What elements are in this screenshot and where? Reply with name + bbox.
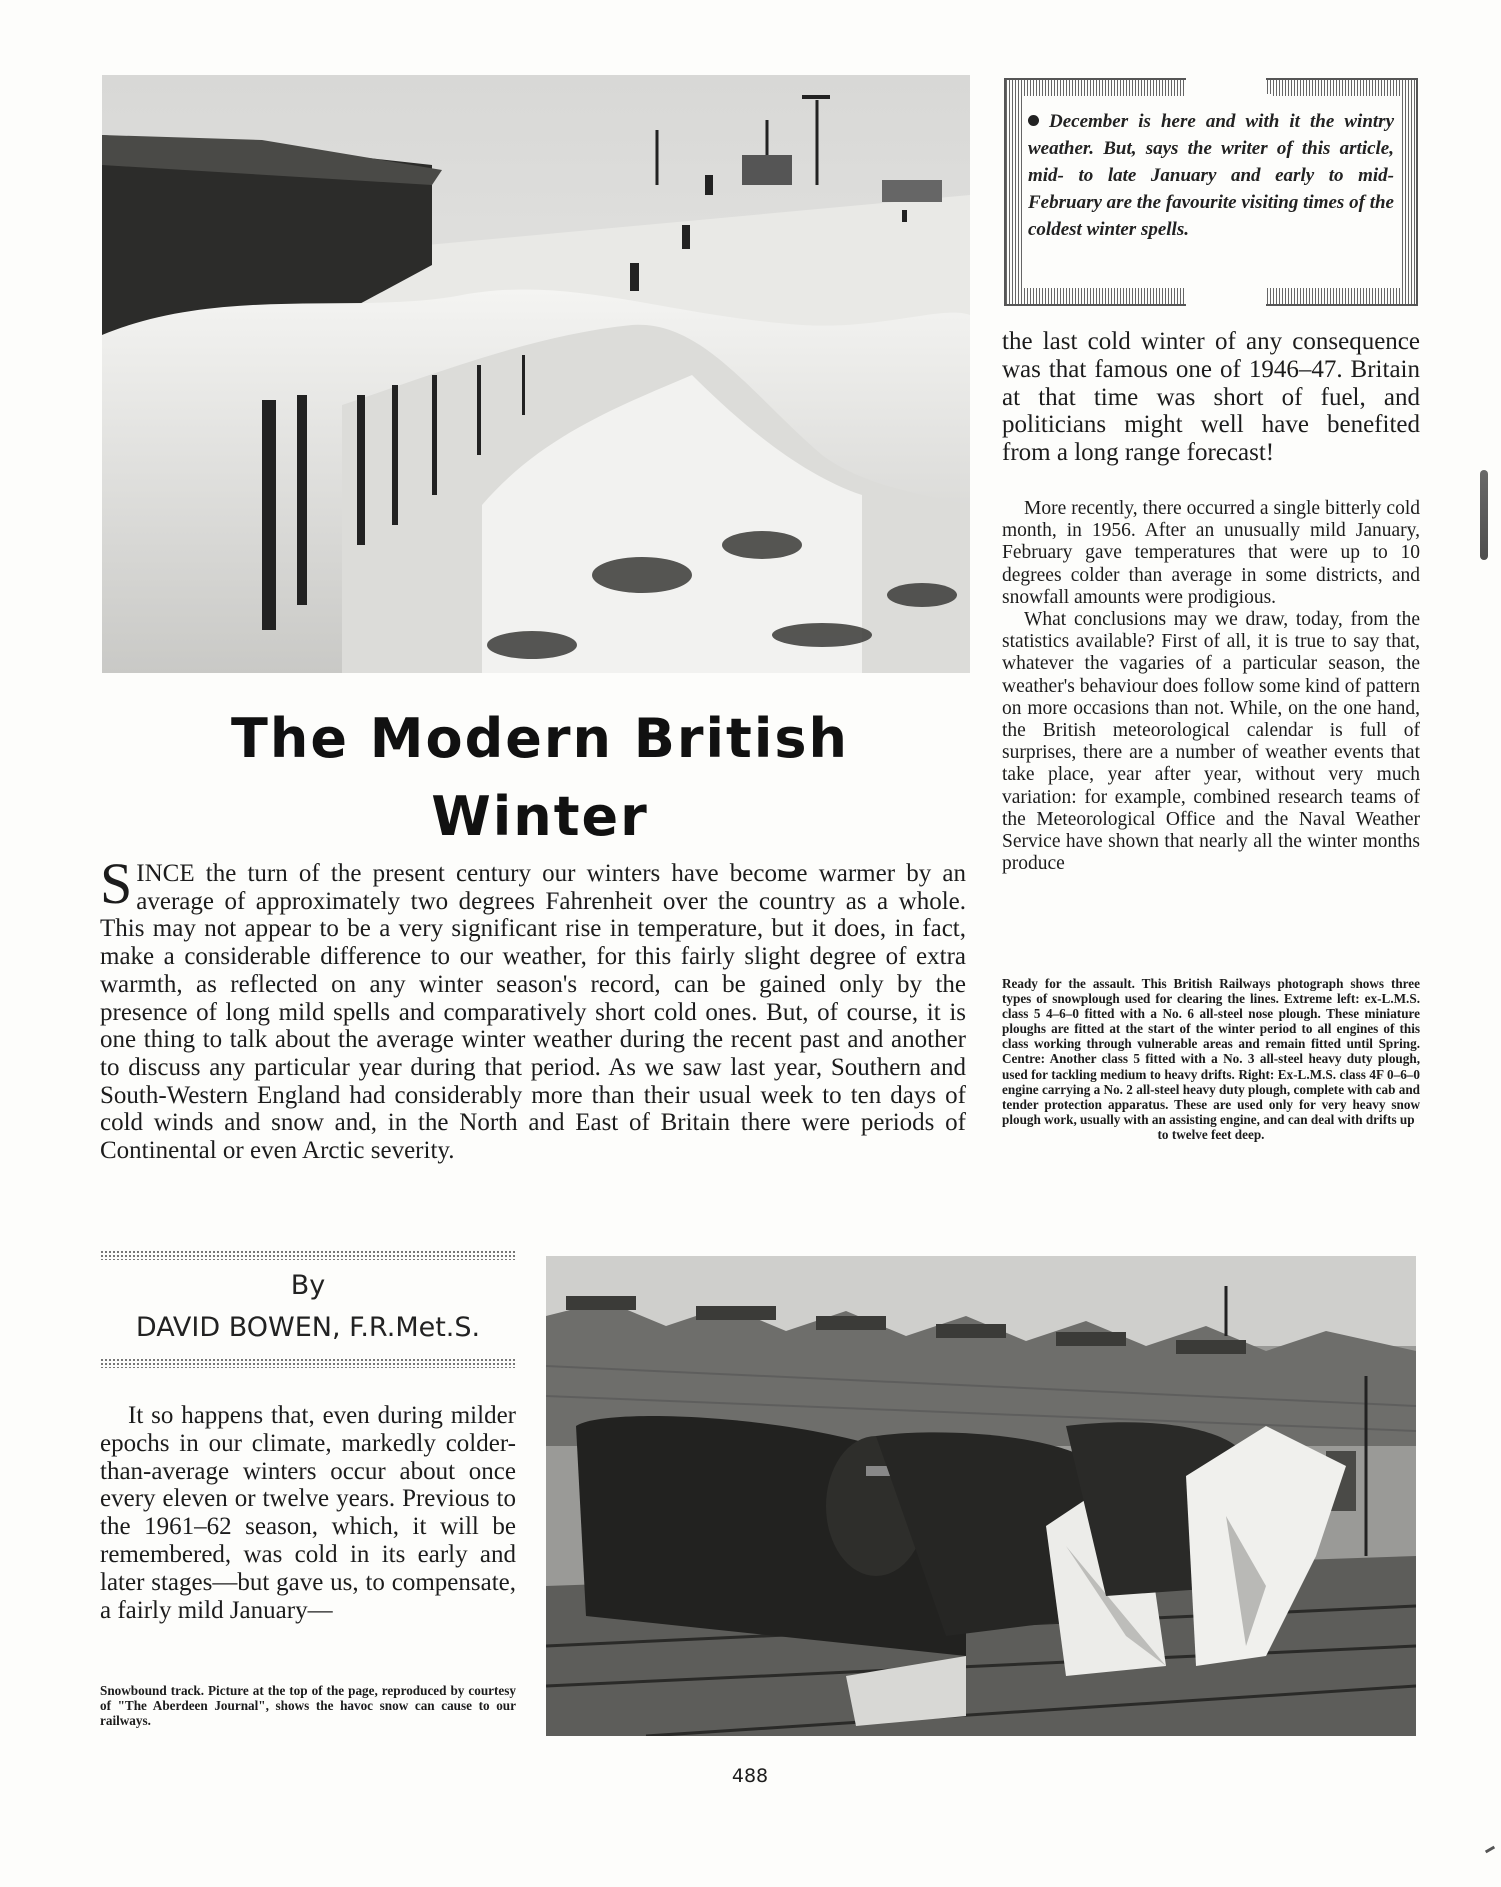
title-line-1: The Modern British: [231, 707, 849, 770]
bullet-icon: [1028, 115, 1039, 126]
byline-by: By: [290, 1270, 326, 1301]
byline-top-rule: [100, 1250, 516, 1260]
byline-bottom-rule: [100, 1358, 516, 1368]
snowplough-locomotives-photo: [546, 1256, 1416, 1736]
snowbound-track-photo: [102, 75, 970, 673]
body-paragraph-3: the last cold winter of any consequence was that famous one of 1946–47. Britain at that time was short of fuel, and politicians might well have benefited from a long range forecast!: [1002, 328, 1420, 467]
body-paragraph-1-text: INCE the turn of the present century our winters have become warmer by an average of approximately two degrees Fahrenheit over the country as a whole. This may not appear to be a very significant rise in temperature, but it does, in fact, make a considerable difference to our weather, for this fairly slight degree of extra warmth, as reflected on any winter season's record, can be gained only by the presence of long mild spells and comparatively short cold ones. But, of course, it is one thing to talk about the average winter weather during the recent past and another to discuss any particular year during that period. As we saw last year, Southern and South-Western England had considerably more than their usual week to ten days of cold winds and snow and, in the North and East of Britain there were periods of Continental or even Arctic severity.: [100, 860, 966, 1165]
snowplough-caption: [1002, 976, 1420, 1142]
article-title: [100, 700, 980, 856]
body-paragraph-4: More recently, there occurred a single bitterly cold month, in 1956. After an unusually mild January, February gave temperatures that were up to 10 degrees colder than average in some districts, and snowfall amounts were prodigious.: [1002, 498, 1420, 608]
edge-mark: [1480, 470, 1488, 560]
right-column-text: [1002, 498, 1420, 875]
author-name: DAVID BOWEN, F.R.Met.S.: [135, 1312, 481, 1343]
body-paragraph-1: [100, 851, 966, 1165]
corner-mark: [1485, 1846, 1495, 1854]
title-line-2: Winter: [431, 785, 649, 848]
snowplough-caption-text: Ready for the assault. This British Railways photograph shows three types of snowplough used for clearing the lines. Extreme left: ex-L.M.S. class 5 4–6–0 fitted with a No. 6 all-steel nose plough. These miniature ploughs are fitted at the start of the winter period to all engines of this class working through vulnerable areas and remain fitted until Spring. Centre: Another class 5 fitted with a No. 3 all-steel heavy duty plough, used for tackling medium to heavy drifts. Right: Ex-L.M.S. class 4F 0–6–0 engine carrying a No. 2 all-steel heavy duty plough, complete with cab and tender protection apparatus. These are used only for very heavy snow plough work, usually with an assisting engine, and can deal with drifts up: [1002, 976, 1420, 1127]
intro-box: [1004, 78, 1418, 306]
page-number: 488: [731, 1765, 769, 1787]
snowplough-caption-last-line: to twelve feet deep.: [1157, 1126, 1265, 1142]
snowbound-caption: Snowbound track. Picture at the top of the page, reproduced by courtesy of "The Aberdeen Journal", shows the havoc snow can cause to our railways.: [100, 1683, 516, 1729]
intro-text: December is here and with it the wintry weather. But, says the writer of this article, mid- to late January and early to mid-February are the favourite visiting times of the coldest winter spells.: [1028, 111, 1394, 240]
drop-cap: S: [100, 851, 133, 916]
body-paragraph-5: What conclusions may we draw, today, from the statistics available? First of all, it is true to say that, whatever the vagaries of a particular season, the weather's behaviour does follow some kind of pattern on more occasions than not. While, on the one hand, the British meteorological calendar is full of surprises, there are a number of weather events that take place, year after year, without very much variation: for example, combined research teams of the Meteorological Office and the Naval Weather Service have shown that nearly all the winter months produce: [1002, 609, 1420, 875]
body-paragraph-2: It so happens that, even during milder epochs in our climate, markedly colder-than-average winters occur about once every eleven or twelve years. Previous to the 1961–62 season, which, it will be remembered, was cold in its early and later stages—but gave us, to compensate, a fairly mild January—: [100, 1402, 516, 1624]
